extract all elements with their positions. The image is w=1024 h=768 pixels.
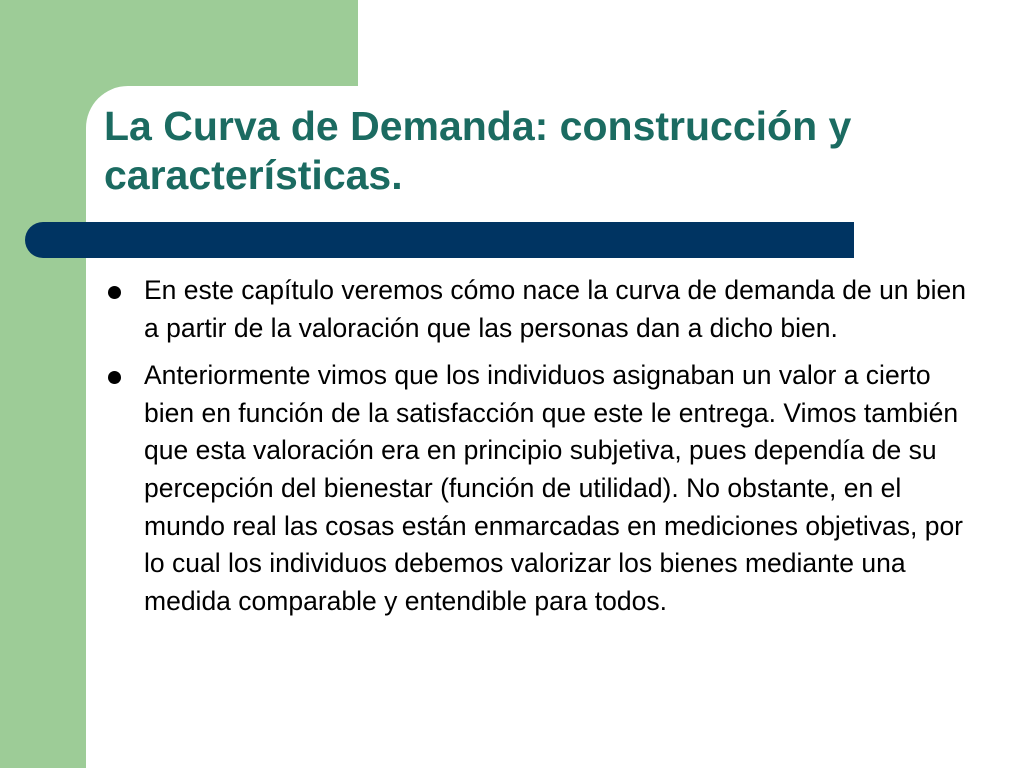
bullet-dot-icon — [108, 371, 121, 384]
slide-title: La Curva de Demanda: construcción y características. — [104, 103, 852, 198]
bullet-item — [104, 357, 974, 620]
title-underline-bar — [25, 222, 854, 258]
bullet-dot-icon — [108, 286, 121, 299]
bullet-list — [104, 272, 974, 630]
bullet-text: En este capítulo veremos cómo nace la curva de demanda de un bien a partir de la valoración que las personas dan a dicho bien. — [144, 275, 967, 343]
bullet-item — [104, 272, 974, 347]
bullet-text: Anteriormente vimos que los individuos asignaban un valor a cierto bien en función de la satisfacción que este le entrega. Vimos también que esta valoración era en principio subjetiva, pues dependía de su percepción del bienestar (función de utilidad). No obstante, en el mundo real las cosas están enmarcadas en mediciones objetivas, por lo cual los individuos debemos valorizar los bienes mediante una medida comparable y entendible para todos. — [144, 360, 964, 616]
